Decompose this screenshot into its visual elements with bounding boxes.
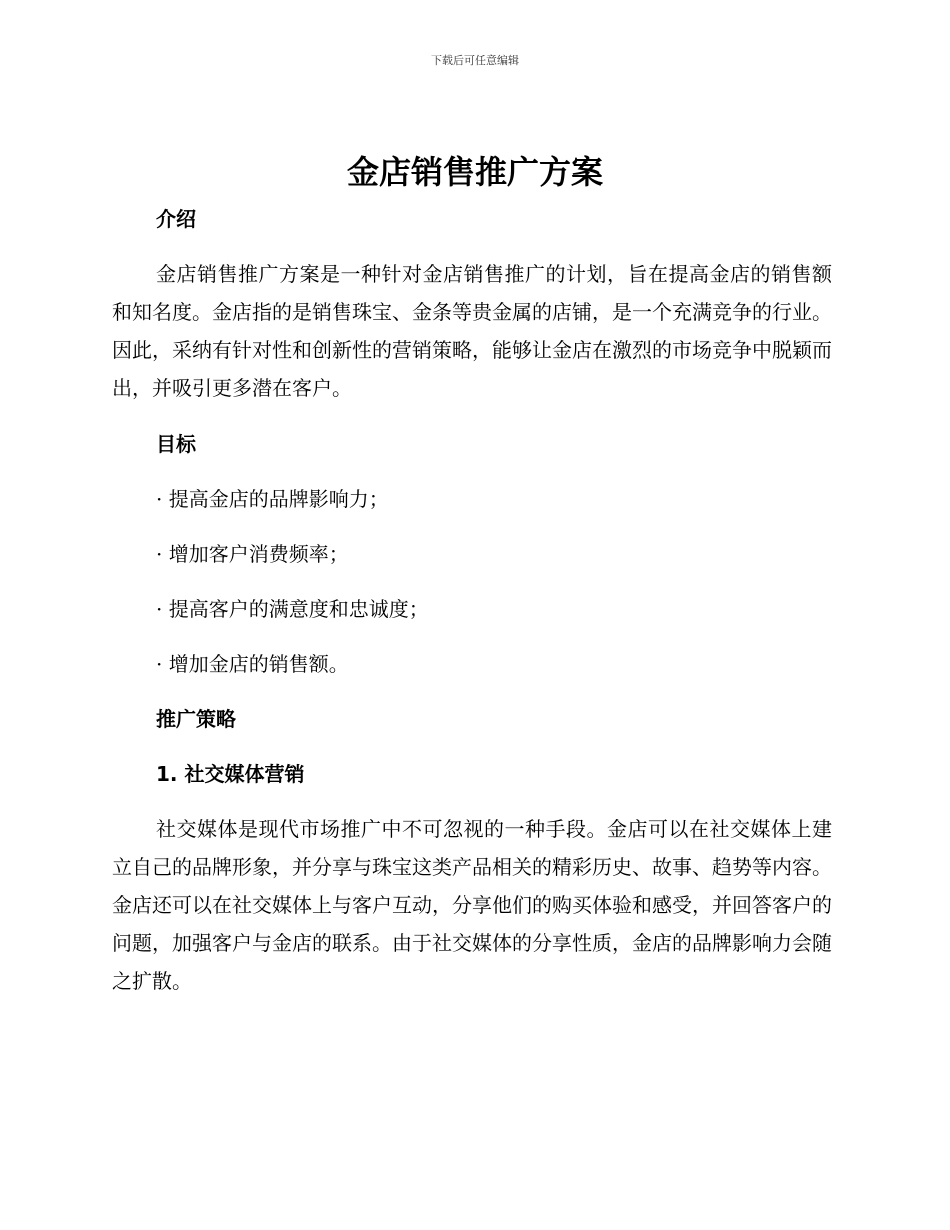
goal-item: · 提高金店的品牌影响力； <box>156 487 389 511</box>
strategy-heading: 推广策略 <box>156 707 236 731</box>
goals-heading: 目标 <box>156 432 196 456</box>
strategy-1-paragraph: 社交媒体是现代市场推广中不可忽视的一种手段。金店可以在社交媒体上建立自己的品牌形象，并分享与珠宝这类产品相关的精彩历史、故事、趋势等内容。金店还可以在社交媒体上与客户互动，分享他们的购买体验和感受，并回答客户的问题，加强客户与金店的联系。由于社交媒体的分享性质，金店的品牌影响力会随之扩散。 <box>112 817 832 993</box>
intro-heading: 介绍 <box>156 207 196 231</box>
goal-item: · 增加金店的销售额。 <box>156 652 349 676</box>
document-body <box>112 200 832 1000</box>
header-note: 下载后可任意编辑 <box>431 54 519 67</box>
goal-item: · 增加客户消费频率； <box>156 542 349 566</box>
strategy-1-heading: 1. 社交媒体营销 <box>156 762 305 786</box>
document-title: 金店销售推广方案 <box>346 153 603 191</box>
goal-item: · 提高客户的满意度和忠诚度； <box>156 597 429 621</box>
intro-paragraph: 金店销售推广方案是一种针对金店销售推广的计划，旨在提高金店的销售额和知名度。金店指的是销售珠宝、金条等贵金属的店铺，是一个充满竞争的行业。因此，采纳有针对性和创新性的营销策略，能够让金店在激烈的市场竞争中脱颖而出，并吸引更多潜在客户。 <box>112 262 832 400</box>
